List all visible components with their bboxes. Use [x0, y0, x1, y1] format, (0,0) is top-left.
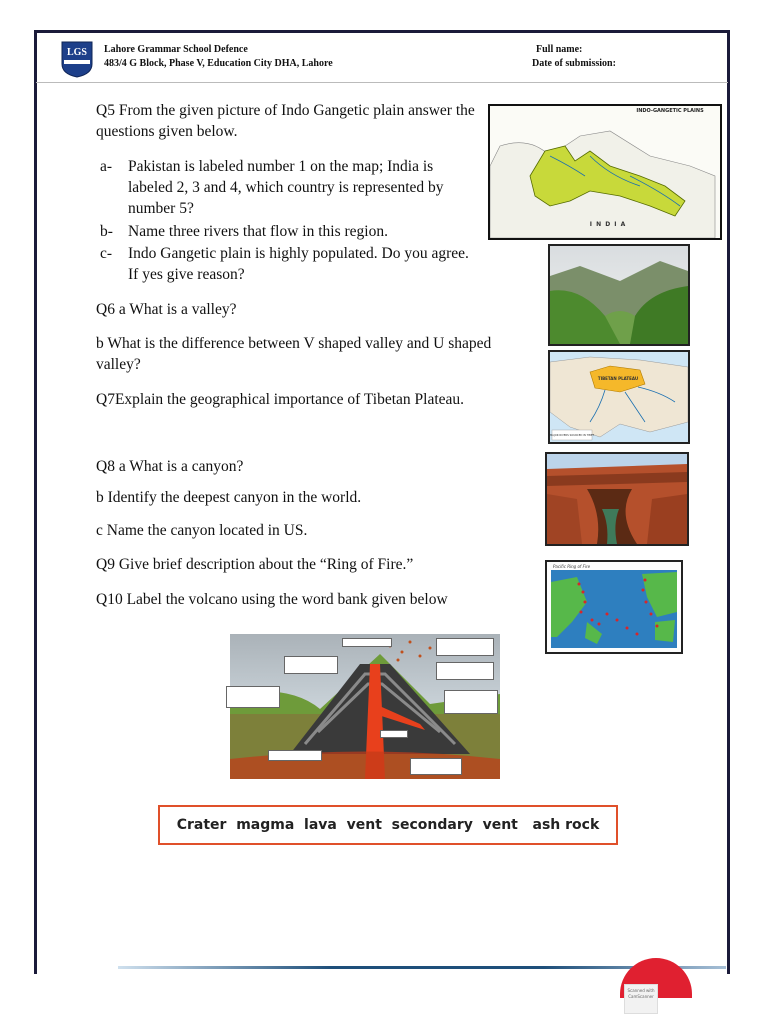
canyon-image [545, 452, 689, 546]
q5-item-a [100, 156, 480, 222]
label-box-4[interactable] [436, 662, 494, 680]
school-name: Lahore Grammar School Defence [104, 44, 248, 55]
q5-item-c-marker: c- [100, 245, 113, 262]
label-box-5[interactable] [226, 686, 280, 708]
q5-item-a-marker: a- [100, 158, 113, 175]
q8-c: c Name the canyon located in US. [96, 522, 308, 539]
tibet-caption: MAJOR RIVERS SOURCED IN TIBET [550, 434, 595, 437]
school-logo [60, 40, 94, 78]
full-name-label: Full name: [536, 44, 583, 55]
label-box-6[interactable] [444, 690, 498, 714]
q6-b: b What is the difference between V shaped valley and U shaped valley? [96, 335, 492, 373]
label-box-8[interactable] [268, 750, 322, 761]
q7-question: Q7Explain the geographical importance of Tibetan Plateau. [96, 391, 465, 408]
school-address: 483/4 G Block, Phase V, Education City DHA, Lahore [104, 58, 333, 69]
q5-item-b [100, 221, 480, 243]
q8-a: Q8 a What is a canyon? [96, 458, 244, 475]
ring-map-title: Pacific Ring of Fire [553, 564, 591, 569]
q9-question: Q9 Give brief description about the “Ring of Fire.” [96, 556, 414, 573]
q5-intro: Q5 From the given picture of Indo Gangetic plain answer the questions given below. [96, 102, 475, 140]
q10-question: Q10 Label the volcano using the word bank given below [96, 591, 448, 608]
map-india-label: I N D I A [589, 221, 627, 228]
q6-a: Q6 a What is a valley? [96, 301, 237, 318]
label-box-7[interactable] [380, 730, 408, 738]
valley-image [548, 244, 690, 346]
date-of-submission-label: Date of submission: [532, 58, 616, 69]
label-box-1[interactable] [342, 638, 392, 647]
word-bank [158, 805, 618, 845]
label-box-9[interactable] [410, 758, 462, 775]
camscanner-text: Scanned with CamScanner [627, 988, 655, 999]
volcano-diagram [230, 634, 500, 779]
word-bank-text: Crater magma lava vent secondary vent ash rock [176, 817, 600, 833]
header [60, 38, 720, 78]
q5-item-a-text: Pakistan is labeled number 1 on the map; India is labeled 2, 3 and 4, which country is represented by number 5? [128, 158, 444, 217]
logo-text: LGS [66, 47, 88, 58]
tibetan-plateau-map [548, 350, 690, 444]
q8-b: b Identify the deepest canyon in the world. [96, 489, 362, 506]
tibet-label: TIBETAN PLATEAU [597, 376, 639, 381]
camscanner-badge [624, 984, 658, 1014]
ring-of-fire-map [545, 560, 683, 654]
label-box-3[interactable] [284, 656, 338, 674]
map-title: INDO-GANGETIC PLAINS [636, 108, 704, 114]
label-box-2[interactable] [436, 638, 494, 656]
q5-item-b-marker: b- [100, 223, 113, 240]
q5-item-c [100, 243, 480, 287]
q5-item-c-text: Indo Gangetic plain is highly populated. Do you agree. If yes give reason? [128, 245, 469, 283]
q5-item-b-text: Name three rivers that flow in this region. [128, 223, 388, 240]
indo-gangetic-map [488, 104, 722, 240]
header-divider [36, 82, 728, 83]
